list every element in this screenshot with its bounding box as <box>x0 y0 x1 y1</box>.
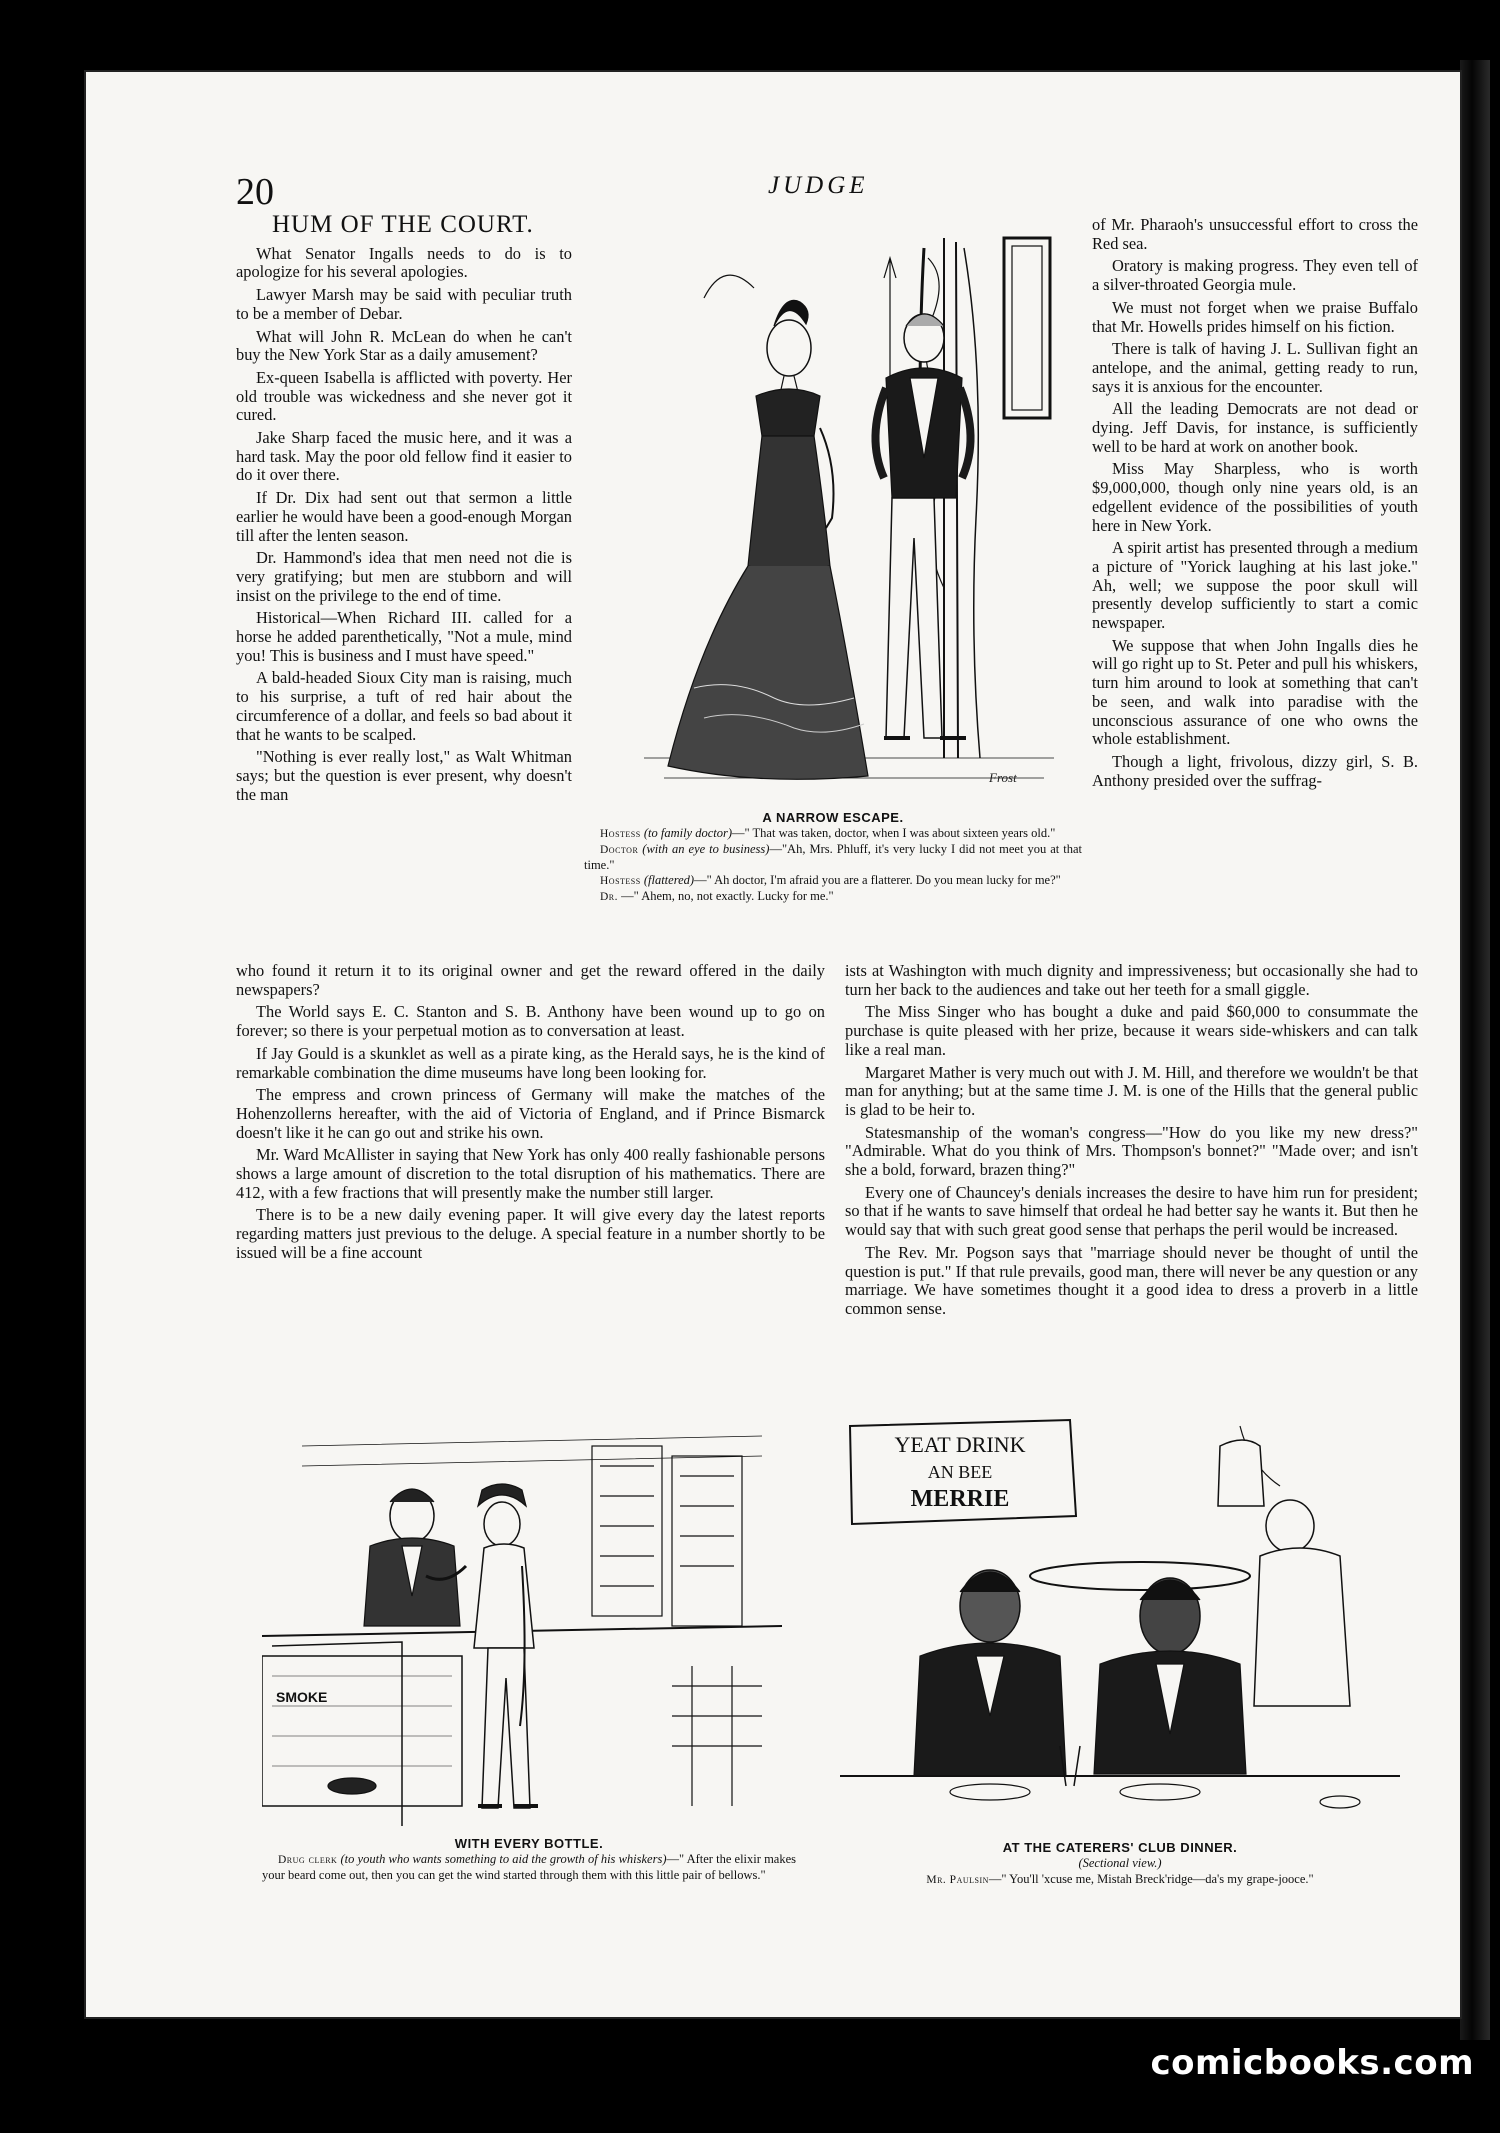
paragraph: Dr. Hammond's idea that men need not die is very gratifying; but men are stubborn and will insist on the privilege to the end of time. <box>236 548 572 605</box>
paragraph: We must not forget when we praise Buffalo that Mr. Howells prides himself on his fiction. <box>1092 297 1418 336</box>
paragraph: Every one of Chauncey's denials increases the desire to have him run for president; so that if he wants to save himself that ordeal he had better say he wants it. But then he would say that with such great good sense that perhaps the peril would be increased. <box>845 1182 1418 1240</box>
watermark-text: comicbooks.com <box>1150 2043 1474 2083</box>
caption-speaker: Dr. <box>600 891 619 903</box>
caption-speaker: Hostess <box>600 828 641 840</box>
paragraph: Oratory is making progress. They even tell of a silver-throated Georgia mule. <box>1092 256 1418 295</box>
cartoon-every-bottle <box>262 1406 796 1828</box>
paragraph: All the leading Democrats are not dead or dying. Jeff Davis, for instance, is sufficiently well to be hard at work on another book. <box>1092 399 1418 456</box>
every-bottle-direction: (to youth who wants something to aid the growth of his whiskers) <box>340 1852 667 1866</box>
every-bottle-title: WITH EVERY BOTTLE. <box>454 1836 604 1851</box>
column-wide-right <box>845 962 1418 1323</box>
narrow-escape-title: A NARROW ESCAPE. <box>762 810 904 825</box>
paragraph: who found it return it to its original owner and get the reward offered in the daily newspapers? <box>236 961 825 999</box>
caterers-caption <box>840 1872 1400 1888</box>
narrow-escape-signature: Frost <box>989 770 1017 785</box>
wide-left-paragraphs <box>236 962 825 1263</box>
paragraph: Statesmanship of the woman's congress—"How do you like my new dress?" "Admirable. What do you think of Mrs. Thompson's bonnet?" "Made over; and isn't she a bold, forward, brazen thing?" <box>845 1122 1418 1180</box>
paragraph: What will John R. McLean do when he can't buy the New York Star as a daily amusement? <box>236 326 572 365</box>
caption-line <box>584 889 1082 905</box>
caption-direction: (to family doctor) <box>643 826 733 840</box>
caption-text: —" Ah doctor, I'm afraid you are a flatterer. Do you mean lucky for me?" <box>694 873 1061 887</box>
section-title: HUM OF THE COURT. <box>272 211 534 238</box>
narrow-escape-drawing <box>584 218 1082 804</box>
caption-text: —" That was taken, doctor, when I was about sixteen years old." <box>732 826 1056 840</box>
caption-direction: (flattered) <box>643 873 695 887</box>
every-bottle-drawing <box>262 1406 796 1828</box>
cartoon-caterers-dinner <box>840 1406 1400 1830</box>
caterers-speaker: Mr. Paulsin <box>926 1874 989 1886</box>
wide-right-paragraphs <box>845 962 1418 1319</box>
narrow-escape-caption <box>584 826 1082 905</box>
paragraph: Margaret Mather is very much out with J. M. Hill, and therefore we wouldn't be that man for anything; but at the same time J. M. is one of the Hills that the general public is glad to be heir to. <box>845 1062 1418 1119</box>
caterers-subtitle-wrap <box>840 1856 1400 1871</box>
paragraph: Jake Sharp faced the music here, and it was a hard task. May the poor old fellow find it easier to do it over there. <box>236 428 572 485</box>
every-bottle-text: —" After the elixir makes your beard come out, then you can get the wind started through them with this little pair of bellows." <box>262 1852 797 1882</box>
caption-speaker: Hostess <box>600 875 641 887</box>
paragraph: The Rev. Mr. Pogson says that "marriage should never be thought of until the question is put." If that rule prevails, good man, there will never be any question or any marriage. We have sometimes thought it a good idea to dress a proverb in a little common sense. <box>845 1242 1418 1318</box>
caterers-text: —" You'll 'xcuse me, Mistah Breck'ridge—da's my grape-jooce." <box>988 1872 1314 1886</box>
paragraph: Ex-queen Isabella is afflicted with poverty. Her old trouble was wickedness and she never got it cured. <box>236 367 572 425</box>
paragraph: The Miss Singer who has bought a duke and paid $60,000 to consummate the purchase is quite pleased with her prize, because it wears side-whiskers and can talk like a real man. <box>845 1002 1418 1059</box>
banner-line-3: MERRIE <box>910 1486 1010 1512</box>
caption-line <box>584 873 1082 889</box>
paragraph: "Nothing is ever really lost," as Walt Whitman says; but the question is ever present, why doesn't the man <box>236 747 572 804</box>
every-bottle-caption <box>262 1852 796 1883</box>
banner-line-1: YEAT DRINK <box>894 1432 1026 1457</box>
paragraph: We suppose that when John Ingalls dies he will go right up to St. Peter and pull his whiskers, turn him around to look at something that can't be seen, and walk into paradise with the unconscious assurance of one who owns the whole establishment. <box>1092 635 1418 749</box>
paragraph: The World says E. C. Stanton and S. B. Anthony have been wound up to go on forever; so there is your perpetual motion as to conversation at least. <box>236 1002 825 1041</box>
paragraph: A spirit artist has presented through a medium a picture of "Yorick laughing at his last joke." Ah, well; we suppose the poor skull will presently develop sufficiently to start a comic newspaper. <box>1092 538 1418 633</box>
cartoon-narrow-escape <box>584 218 1082 804</box>
paragraph: ists at Washington with much dignity and impressiveness; but occasionally she had to turn her back to the audiences and take out her teeth for a small giggle. <box>845 961 1418 999</box>
paragraph: The empress and crown princess of Germany will make the matches of the Hohenzollerns hereafter, with the aid of Victoria of England, and if Prince Bismarck doesn't like it he can go out and strike his own. <box>236 1085 825 1142</box>
paragraph: of Mr. Pharaoh's unsuccessful effort to cross the Red sea. <box>1092 215 1418 253</box>
caption-direction: (with an eye to business) <box>642 842 770 856</box>
caption-text: —" Ahem, no, not exactly. Lucky for me." <box>621 889 834 903</box>
paragraph: What Senator Ingalls needs to do is to apologize for his several apologies. <box>236 243 572 282</box>
paragraph: Though a light, frivolous, dizzy girl, S. B. Anthony presided over the suffrag- <box>1092 751 1418 790</box>
paragraph: Lawyer Marsh may be said with peculiar truth to be a member of Debar. <box>236 285 572 323</box>
page-number: 20 <box>236 171 274 213</box>
right-paragraphs <box>1092 216 1418 790</box>
caption-text: —"Ah, Mrs. Phluff, it's very lucky I did not meet you at that time." <box>584 842 1082 872</box>
left-paragraphs <box>236 245 572 805</box>
caption-line <box>584 826 1082 842</box>
paragraph: Mr. Ward McAllister in saying that New York has only 400 really fashionable persons shows a large amount of discretion to the total disruption of his mathematics. There are 412, with a few fractions that will presently make the number still larger. <box>236 1145 825 1202</box>
caption-line <box>584 842 1082 873</box>
column-right <box>1092 216 1418 794</box>
book-gutter-edge <box>1460 60 1490 2040</box>
paragraph: There is talk of having J. L. Sullivan fight an antelope, and the animal, getting ready to run, says it is anxious for the encounter. <box>1092 339 1418 396</box>
masthead: JUDGE <box>768 172 869 199</box>
caterers-subtitle: (Sectional view.) <box>1078 1856 1162 1870</box>
paragraph: Historical—When Richard III. called for a horse he added parenthetically, "Not a mule, mind you! This is business and I must have speed." <box>236 608 572 665</box>
smoke-sign: SMOKE <box>276 1689 328 1705</box>
caterers-title: AT THE CATERERS' CLUB DINNER. <box>1002 1840 1238 1855</box>
caption-speaker: Doctor <box>600 844 639 856</box>
banner-line-2: AN BEE <box>927 1462 993 1482</box>
paragraph: If Jay Gould is a skunklet as well as a pirate king, as the Herald says, he is the kind of remarkable combination the dime museums have long been looking for. <box>236 1043 825 1082</box>
paragraph: There is to be a new daily evening paper. It will give every day the latest reports regarding matters just previous to the deluge. A special feature in a number shortly to be issued will be a fine account <box>236 1205 825 1262</box>
column-left <box>236 211 572 808</box>
caterers-drawing <box>840 1406 1400 1830</box>
paragraph: A bald-headed Sioux City man is raising, much to his surprise, a tuft of red hair about the circumference of a dollar, and feels so bad about it that he wants to be scalped. <box>236 668 572 744</box>
paragraph: Miss May Sharpless, who is worth $9,000,000, though only nine years old, is an edgellent evidence of the possibilities of youth here in New York. <box>1092 459 1418 535</box>
column-wide-left <box>236 962 825 1267</box>
paragraph: If Dr. Dix had sent out that sermon a little earlier he would have been a good-enough Morgan till after the lenten season. <box>236 488 572 545</box>
every-bottle-speaker: Drug clerk <box>278 1854 338 1866</box>
